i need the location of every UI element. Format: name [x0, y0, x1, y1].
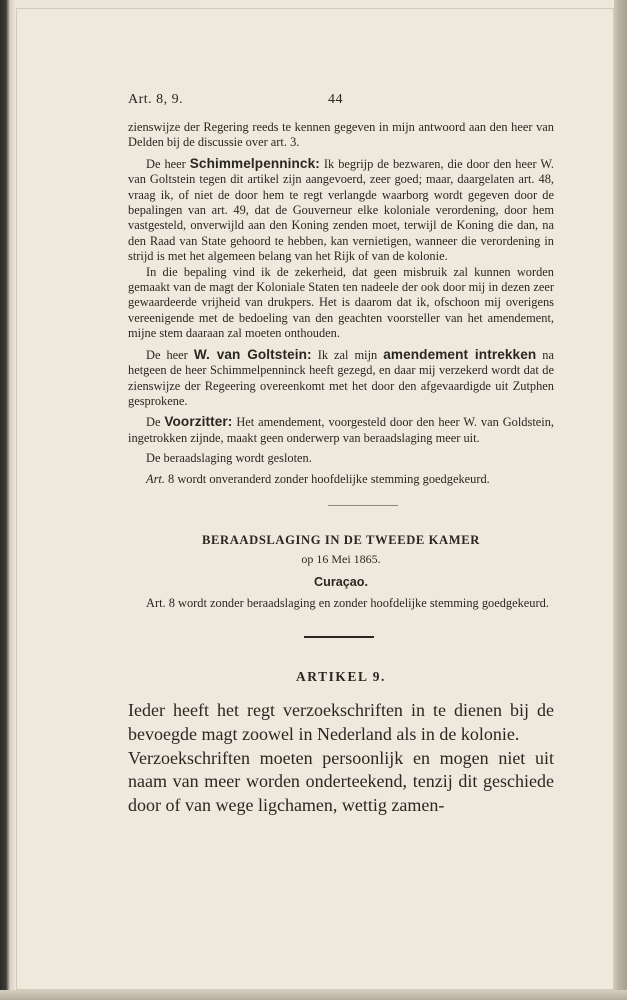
text-prefix: De [146, 415, 165, 430]
paragraph-continued-2 [110, 265, 554, 342]
section-place: Curaçao. [314, 574, 368, 589]
article-title: ARTIKEL 9. [296, 669, 386, 685]
speech-text: Ik zal mijn [311, 347, 384, 362]
paragraph-schimmelpenninck [110, 156, 554, 265]
speech-text: Ik begrijp de bezwaren, die door den heer W. van Goltstein tegen dit artikel zijn aangevoerd, zeer goed; maar, daargelaten art. 48, vraag ik, of niet de door hem te regt verlangde waarborg wordt gegeven door de bepalingen van art. 49, dat de Gouverneur elke koloniale verordening, door hem vastgesteld, onverwijld aan den Koning zenden moet, terwijl de Koning die dan, na den Raad van State gehoord te hebben, kan vernietigen, wanneer die verordening in strijd is met het algemeen belang van het Rijk of van de kolonie. [128, 156, 555, 264]
page-number: 44 [328, 92, 343, 107]
emphasis-text: amendement intrekken [383, 346, 537, 362]
article-divider [304, 636, 374, 638]
running-head: Art. 8, 9. [128, 92, 184, 107]
text-prefix: De heer [146, 156, 190, 171]
page-edge-right [614, 0, 627, 1000]
paragraph-continued: zienswijze der Regering reeds te kennen gegeven in mijn antwoord aan den heer van Delden bij de discussie over art. 3. [128, 120, 554, 150]
speaker-name: W. van Goltstein: [193, 346, 312, 362]
paragraph-approval [110, 472, 554, 487]
art-label: Art. [146, 471, 165, 486]
section-divider [328, 505, 398, 506]
page-header [110, 86, 554, 110]
text-prefix: De heer [146, 347, 194, 362]
page-edge-bottom [0, 990, 627, 1000]
paragraph-voorzitter [110, 414, 554, 446]
article-text-1: Ieder heeft het regt verzoekschriften in te dienen bij de bevoegde magt zoowel in Nederland als in de kolonie. [128, 700, 554, 744]
paragraph-goltstein [110, 347, 554, 410]
speaker-name: Voorzitter: [164, 414, 233, 430]
approval-text: 8 wordt onveranderd zonder hoofdelijke stemming goedgekeurd. [164, 471, 490, 486]
speech-text: na hetgeen de heer Schimmelpenninck heeft gezegd, en daar mij verzekerd wordt dat de zienswijze der Regeering overeenkomt met het door den afgevaardigde uit Zutphen gesprokene. [128, 347, 555, 408]
speech-text: Het amendement, voorgesteld door den heer W. van Goldstein, ingetrokken zijnde, maakt geen onderwerp van beraadslaging meer uit. [128, 415, 554, 445]
section-paragraph: Art. 8 wordt zonder beraadslaging en zonder hoofdelijke stemming goedgekeurd. [146, 595, 549, 610]
article-text-2: Verzoekschriften moeten persoonlijk en mogen niet uit naam van meer worden onderteekend, tenzij dit geschiede door of van wege ligchamen, wettig zamen- [128, 747, 554, 815]
section-title: BERAADSLAGING IN DE TWEEDE KAMER [202, 532, 480, 547]
speech-text: In die bepaling vind ik de zekerheid, dat geen misbruik zal kunnen worden gemaakt van de magt der Koloniale Staten ten nadeele der ook door mij in dezen zeer gewaardeerde vrijheid van drukpers. Het is daarom dat ik, ofschoon mij overigens vereenigende met de bedoeling van den geachten voorsteller van het amendement, mijne stem daaraan zal moeten onthouden. [128, 264, 554, 341]
speaker-name: Schimmelpenninck: [189, 155, 320, 171]
paragraph-closing: De beraadslaging wordt gesloten. [146, 451, 312, 466]
section-date: op 16 Mei 1865. [301, 551, 381, 566]
page-content [110, 86, 554, 817]
